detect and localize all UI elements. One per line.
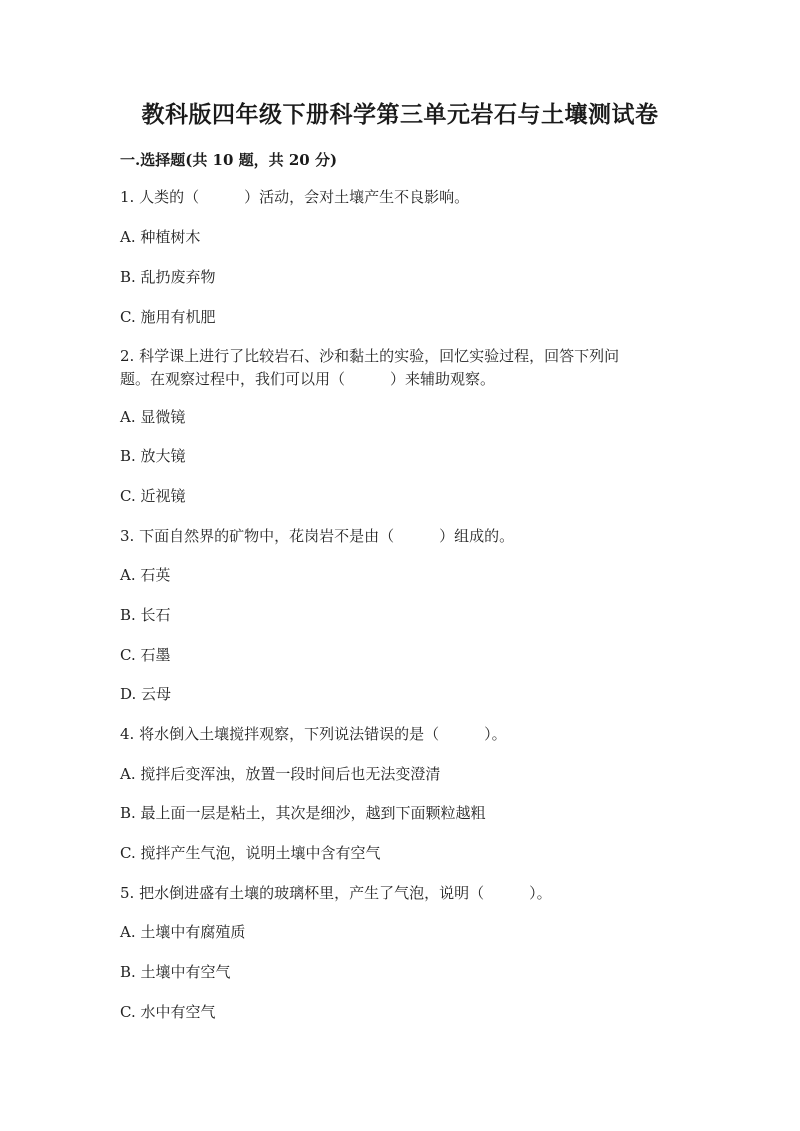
question-3-stem: 3. 下面自然界的矿物中，花岗岩不是由（ ）组成的。 [120,527,515,545]
question-2-option-c: C. 近视镜 [120,487,186,505]
question-4-option-b: B. 最上面一层是粘土，其次是细沙，越到下面颗粒越粗 [120,804,486,822]
question-2-stem-line-2: 题。在观察过程中，我们可以用（ ）来辅助观察。 [120,370,496,388]
question-5-stem: 5. 把水倒进盛有土壤的玻璃杯里，产生了气泡，说明（ ）。 [120,884,552,902]
question-3-option-c: C. 石墨 [120,646,171,664]
question-3-option-b: B. 长石 [120,606,171,624]
question-5-option-c: C. 水中有空气 [120,1003,216,1021]
question-2-option-a: A. 显微镜 [120,408,186,426]
question-3-option-d: D. 云母 [120,685,172,703]
page-title: 教科版四年级下册科学第三单元岩石与土壤测试卷 [141,101,659,128]
question-1-stem: 1. 人类的（ ）活动，会对土壤产生不良影响。 [120,188,470,206]
question-2-option-b: B. 放大镜 [120,447,186,465]
question-1-option-b: B. 乱扔废弃物 [120,268,216,286]
question-3-option-a: A. 石英 [120,566,171,584]
question-4-option-a: A. 搅拌后变浑浊，放置一段时间后也无法变澄清 [120,765,441,783]
question-5-option-b: B. 土壤中有空气 [120,963,231,981]
question-2-stem-line-1: 2. 科学课上进行了比较岩石、沙和黏土的实验，回忆实验过程，回答下列问 [120,347,620,365]
question-5-option-a: A. 土壤中有腐殖质 [120,923,246,941]
question-1-option-c: C. 施用有机肥 [120,308,216,326]
question-1-option-a: A. 种植树木 [120,228,201,246]
question-4-stem: 4. 将水倒入土壤搅拌观察，下列说法错误的是（ ）。 [120,725,507,743]
section-heading: 一.选择题(共 10 题，共 20 分) [120,151,338,169]
question-2-stem [120,345,680,391]
question-4-option-c: C. 搅拌产生气泡，说明土壤中含有空气 [120,844,381,862]
